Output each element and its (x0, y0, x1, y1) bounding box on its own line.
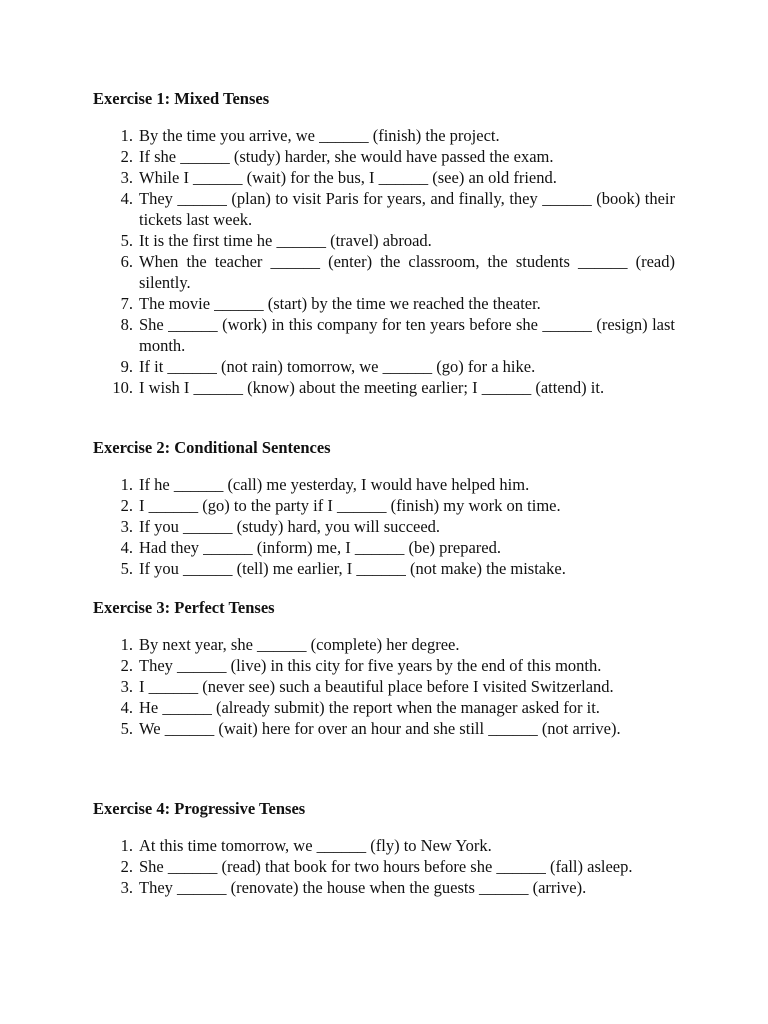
item-number: 4. (120, 538, 133, 557)
item-text: She ______ (read) that book for two hours before she ______ (fall) asleep. (139, 857, 633, 876)
item-text: I ______ (go) to the party if I ______ (finish) my work on time. (139, 496, 561, 515)
list-item (93, 655, 675, 676)
list-item (93, 537, 675, 558)
item-number: 5. (120, 559, 133, 578)
list-item (93, 676, 675, 697)
exercise-3-list (93, 634, 675, 739)
list-item (93, 146, 675, 167)
list-item (93, 856, 675, 877)
item-text: They ______ (live) in this city for five years by the end of this month. (139, 656, 602, 675)
list-item (93, 634, 675, 655)
item-number: 6. (120, 252, 133, 271)
item-number: 8. (120, 315, 133, 334)
item-text: If she ______ (study) harder, she would have passed the exam. (139, 147, 554, 166)
list-item (93, 377, 675, 398)
list-item (93, 356, 675, 377)
list-item (93, 516, 675, 537)
item-text: While I ______ (wait) for the bus, I ______ (see) an old friend. (139, 168, 557, 187)
item-number: 2. (120, 656, 133, 675)
item-text: If you ______ (study) hard, you will succeed. (139, 517, 441, 536)
item-number: 5. (120, 231, 133, 250)
item-number: 1. (120, 126, 133, 145)
list-item (93, 835, 675, 856)
item-text: I ______ (never see) such a beautiful place before I visited Switzerland. (139, 677, 614, 696)
list-item (93, 188, 675, 230)
item-number: 1. (120, 836, 133, 855)
item-number: 4. (120, 189, 133, 208)
list-item (93, 167, 675, 188)
item-number: 3. (120, 517, 133, 536)
list-item (93, 230, 675, 251)
item-text: We ______ (wait) here for over an hour and she still ______ (not arrive). (139, 719, 621, 738)
item-text: I wish I ______ (know) about the meeting earlier; I ______ (attend) it. (139, 378, 605, 397)
item-number: 10. (112, 378, 133, 397)
item-text: By next year, she ______ (complete) her degree. (139, 635, 460, 654)
item-number: 1. (120, 635, 133, 654)
item-text: They ______ (renovate) the house when the guests ______ (arrive). (139, 878, 587, 897)
exercise-1-list (93, 125, 675, 398)
item-number: 3. (120, 677, 133, 696)
list-item (93, 125, 675, 146)
exercise-3-title: Exercise 3: Perfect Tenses (93, 598, 275, 617)
list-item (93, 474, 675, 495)
list-item (93, 251, 675, 293)
item-number: 3. (120, 168, 133, 187)
item-number: 1. (120, 475, 133, 494)
exercise-1-title: Exercise 1: Mixed Tenses (93, 89, 270, 108)
item-number: 9. (120, 357, 133, 376)
item-text: If he ______ (call) me yesterday, I would have helped him. (139, 475, 530, 494)
list-item (93, 495, 675, 516)
item-number: 2. (120, 857, 133, 876)
list-item (93, 558, 675, 579)
exercise-1 (93, 88, 675, 398)
item-text: When the teacher ______ (enter) the classroom, the students ______ (read) silently. (139, 252, 675, 292)
item-text: He ______ (already submit) the report when the manager asked for it. (139, 698, 600, 717)
list-item (93, 697, 675, 718)
item-text: By the time you arrive, we ______ (finish) the project. (139, 126, 500, 145)
item-number: 4. (120, 698, 133, 717)
item-text: It is the first time he ______ (travel) abroad. (139, 231, 432, 250)
exercise-4-list (93, 835, 675, 898)
item-text: At this time tomorrow, we ______ (fly) to New York. (139, 836, 492, 855)
item-text: They ______ (plan) to visit Paris for years, and finally, they ______ (book) their tickets last week. (139, 189, 675, 229)
item-number: 7. (120, 294, 133, 313)
item-text: The movie ______ (start) by the time we reached the theater. (139, 294, 541, 313)
item-text: Had they ______ (inform) me, I ______ (be) prepared. (139, 538, 501, 557)
list-item (93, 293, 675, 314)
list-item (93, 314, 675, 356)
exercise-2-title: Exercise 2: Conditional Sentences (93, 438, 331, 457)
item-number: 2. (120, 147, 133, 166)
exercise-2 (93, 437, 675, 579)
list-item (93, 718, 675, 739)
exercise-4-title: Exercise 4: Progressive Tenses (93, 799, 306, 818)
item-text: If it ______ (not rain) tomorrow, we ______ (go) for a hike. (139, 357, 536, 376)
item-number: 5. (120, 719, 133, 738)
exercise-3 (93, 597, 675, 739)
item-number: 3. (120, 878, 133, 897)
item-text: If you ______ (tell) me earlier, I ______ (not make) the mistake. (139, 559, 566, 578)
item-number: 2. (120, 496, 133, 515)
exercise-2-list (93, 474, 675, 579)
exercise-4 (93, 798, 675, 898)
list-item (93, 877, 675, 898)
item-text: She ______ (work) in this company for ten years before she ______ (resign) last month. (139, 315, 675, 355)
